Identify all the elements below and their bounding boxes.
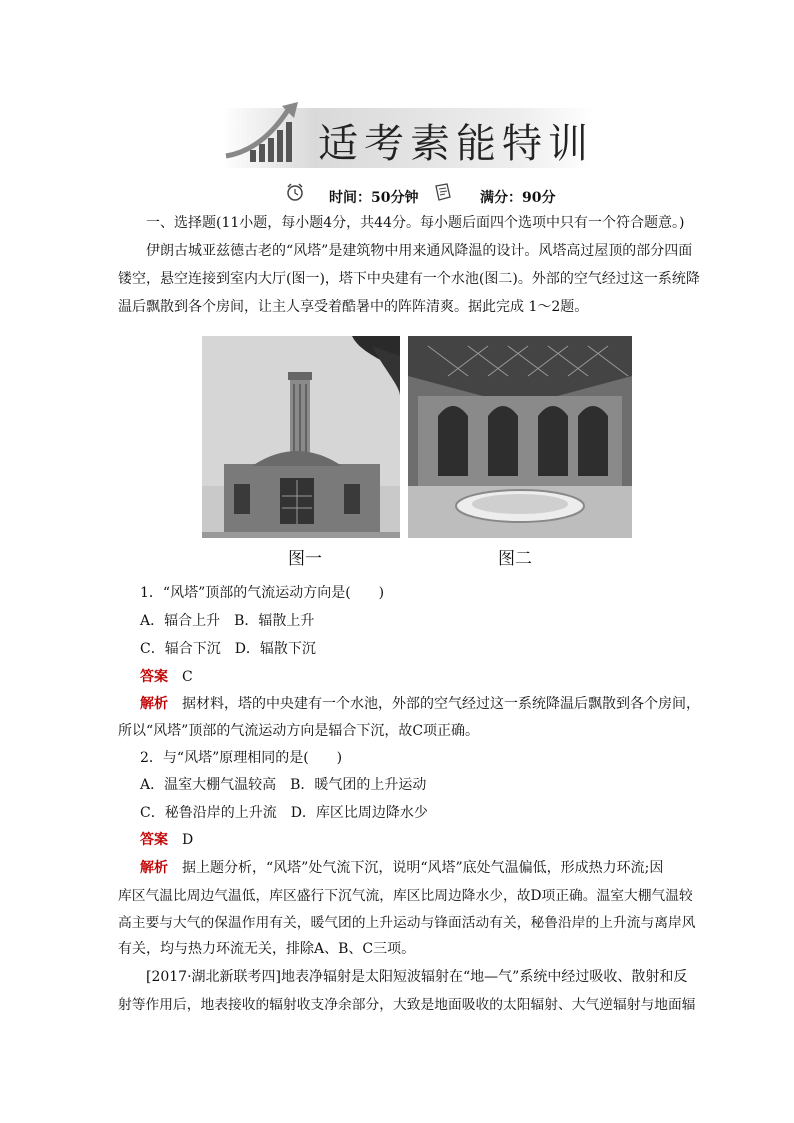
q2-analysis-1: 解析 据上题分析，“风塔”处气流下沉，说明“风塔”底处气温偏低，形成热力环流;因 (140, 860, 664, 876)
q2-analysis-4: 有关，均与热力环流无关，排除A、B、C三项。 (118, 941, 416, 957)
passage1-line2: 镂空，悬空连接到室内大厅(图一)，塔下中央建有一个水池(图二)。外部的空气经过这一系统降 (118, 271, 700, 287)
passage1-line1: 伊朗古城亚兹德古老的“风塔”是建筑物中用来通风降温的设计。风塔高过屋顶的部分四面 (146, 243, 693, 259)
section-heading: 一、选择题(11小题，每小题4分，共44分。每小题后面四个选项中只有一个符合题意。) (146, 215, 685, 231)
analysis-tag: 解析 (140, 860, 168, 876)
alarm-clock-icon (285, 182, 305, 202)
q2-stem: 2．与“风塔”原理相同的是( ) (140, 750, 343, 766)
answer-tag: 答案 (140, 669, 168, 685)
time-limit: 时间：50分钟 (329, 190, 419, 206)
q1-analysis-2: 所以“风塔”顶部的气流运动方向是辐合下沉，故C项正确。 (118, 723, 480, 739)
score-paper-icon (433, 182, 453, 202)
q2-analysis-3: 高主要与大气的保温作用有关，暖气团的上升运动与锋面活动有关，秘鲁沿岸的上升流与离岸风 (118, 915, 696, 931)
figure-photos (200, 336, 634, 574)
passage2-line1: [2017·湖北新联考四]地表净辐射是太阳短波辐射在“地—气”系统中经过吸收、散射和反 (146, 969, 688, 985)
figure-caption-1: 图一 (288, 549, 322, 569)
answer-tag: 答案 (140, 832, 168, 848)
q2-options-1: A．温室大棚气温较高 B．暖气团的上升运动 (140, 777, 427, 793)
header-banner (222, 100, 594, 172)
q1-options-1: A．辐合上升 B．辐散上升 (140, 613, 315, 629)
figure-caption-2: 图二 (498, 549, 532, 569)
full-score: 满分：90分 (480, 190, 556, 206)
analysis-tag: 解析 (140, 696, 168, 712)
q2-answer (140, 829, 193, 849)
q1-options-2: C．辐合下沉 D．辐散下沉 (140, 641, 316, 657)
pool-interior-image (408, 336, 632, 538)
q2-analysis-2: 库区气温比周边气温低，库区盛行下沉气流，库区比周边降水少，故D项正确。温室大棚气温较 (118, 888, 693, 904)
exam-meta (285, 185, 585, 207)
q1-answer-value: C (182, 669, 193, 685)
passage2-line2: 射等作用后，地表接收的辐射收支净余部分，大致是地面吸收的太阳辐射、大气逆辐射与地面辐 (118, 997, 696, 1013)
passage1-line3: 温后飘散到各个房间，让主人享受着酷暑中的阵阵清爽。据此完成 1～2题。 (118, 299, 589, 315)
q1-stem: 1．“风塔”顶部的气流运动方向是( ) (140, 585, 385, 601)
page-title: 适考素能特训 (318, 121, 594, 167)
q1-answer (140, 666, 193, 686)
q2-options-2: C．秘鲁沿岸的上升流 D．库区比周边降水少 (140, 805, 428, 821)
wind-tower-exterior-image (202, 336, 400, 538)
q1-analysis-1: 解析 据材料，塔的中央建有一个水池，外部的空气经过这一系统降温后飘散到各个房间， (140, 696, 700, 712)
q2-answer-value: D (182, 832, 194, 848)
